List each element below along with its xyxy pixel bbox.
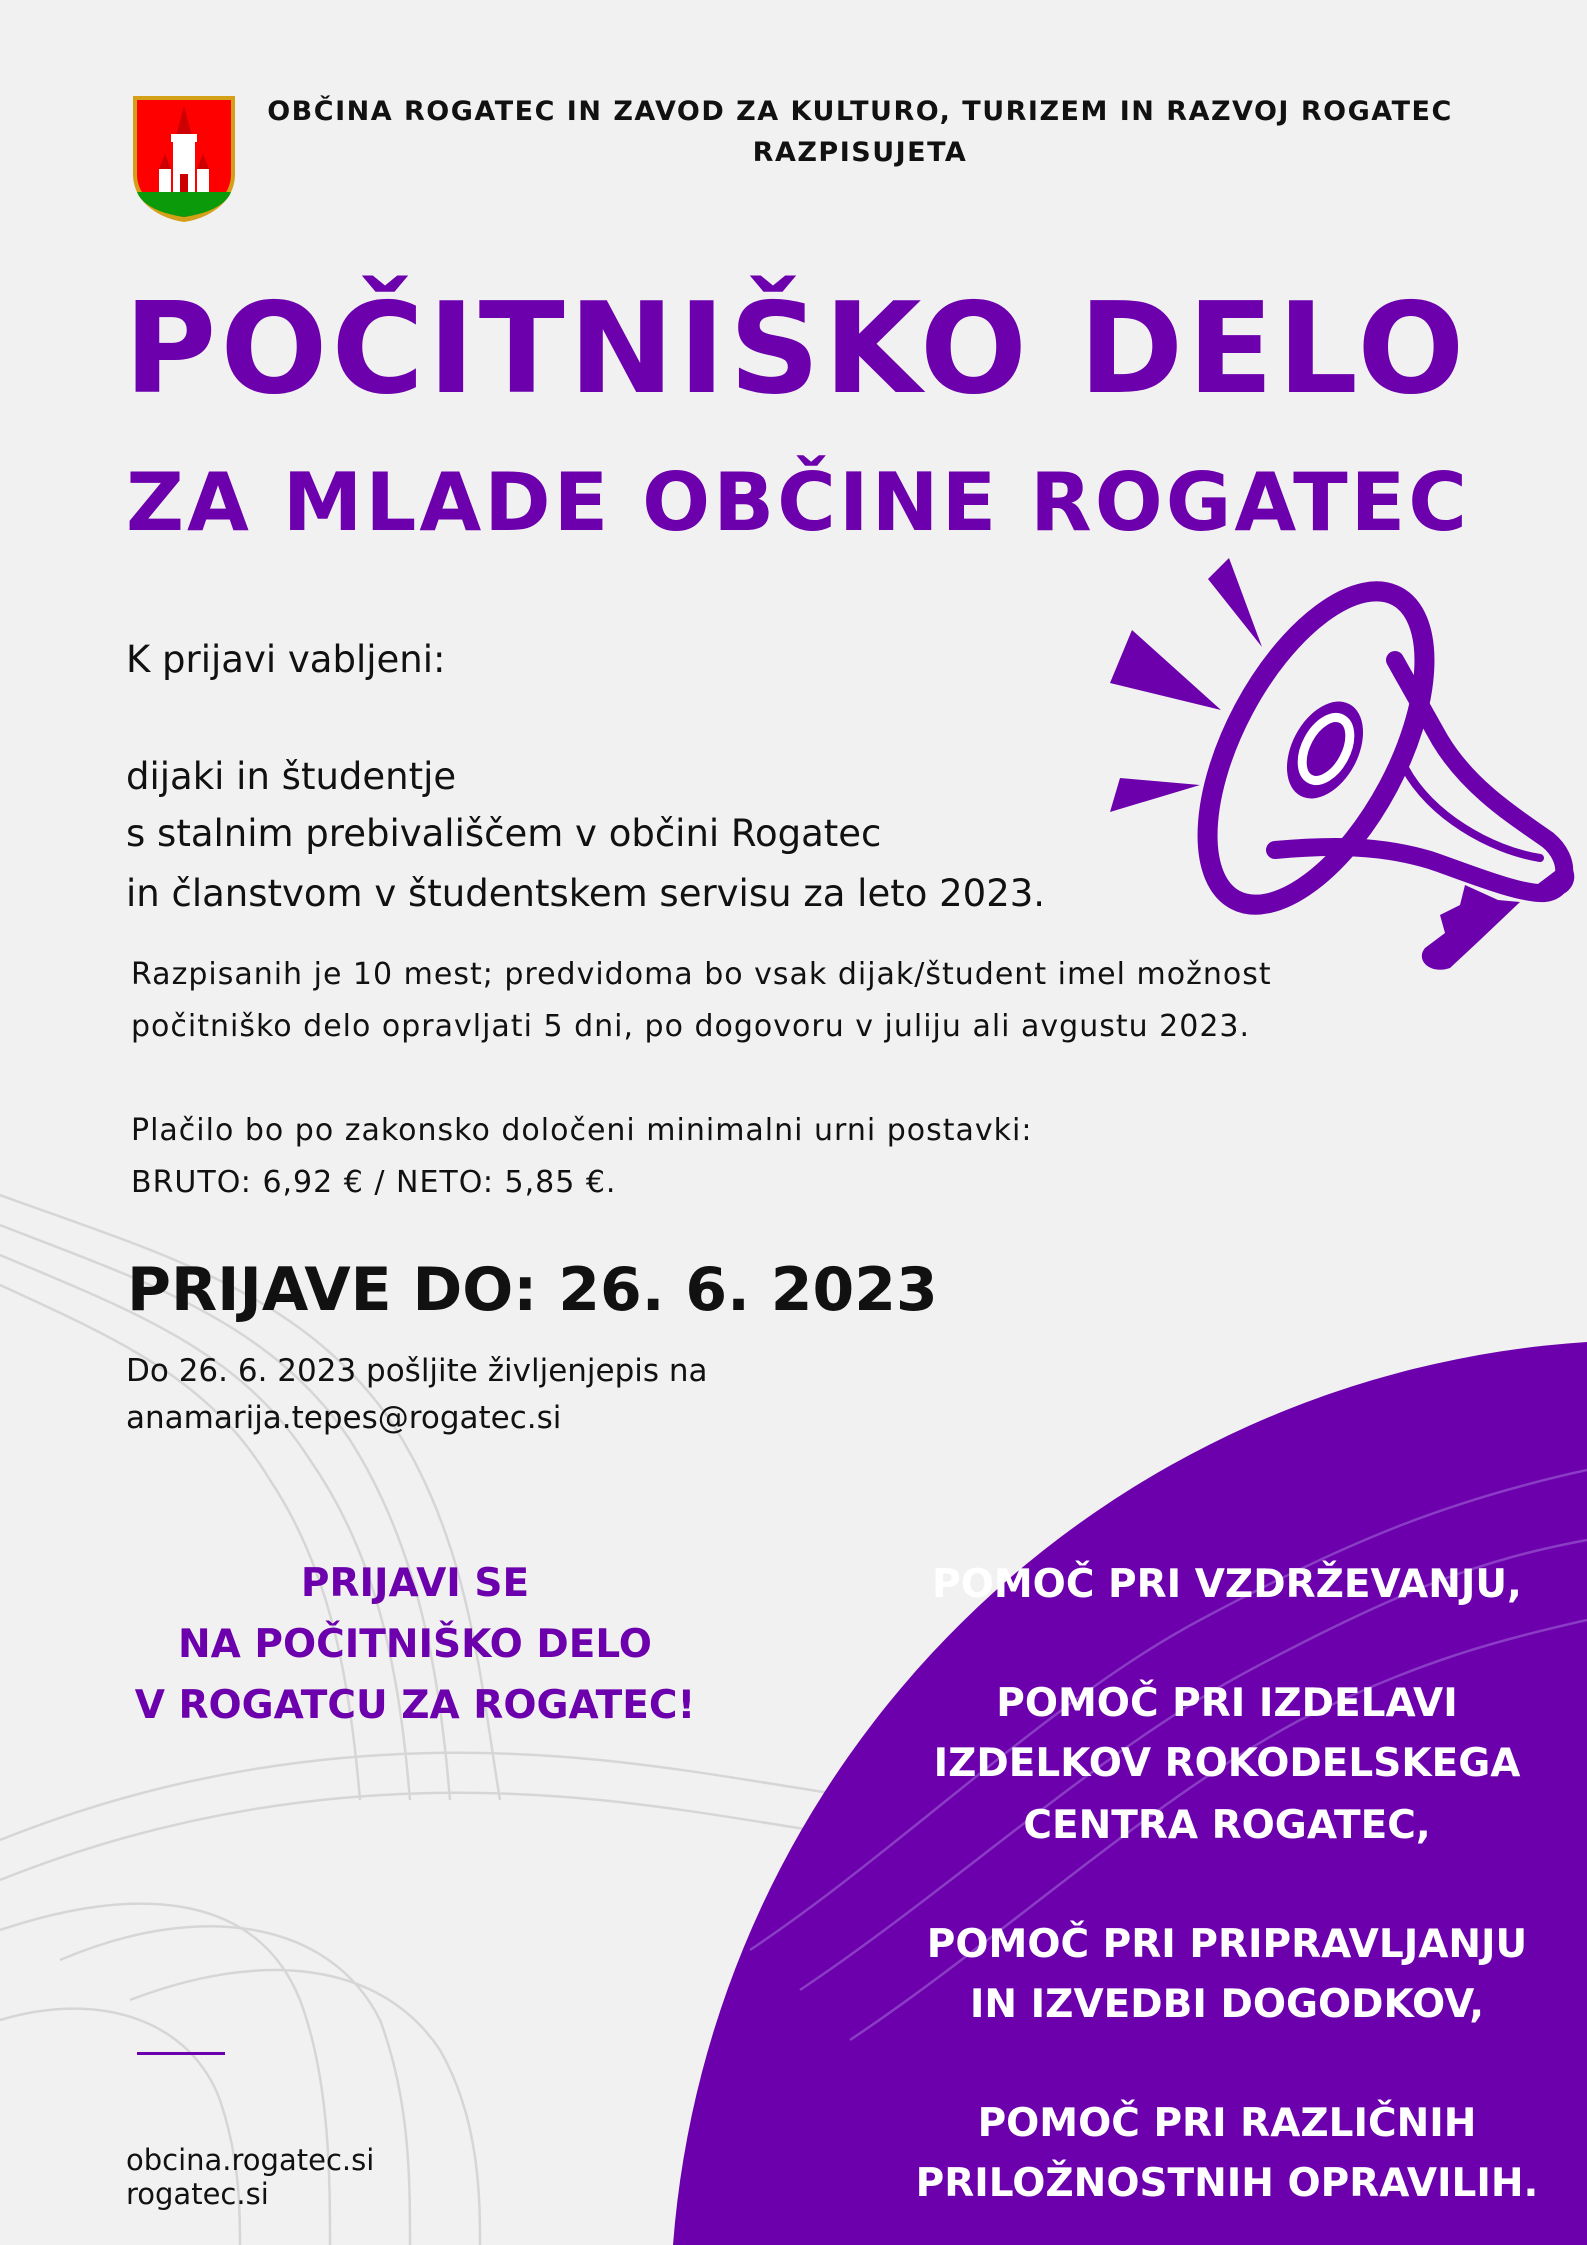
invite-line: in članstvom v študentskem servisu za leto 2023. <box>126 872 1046 915</box>
organizers-text: OBČINA ROGATEC IN ZAVOD ZA KULTURO, TURIZEM IN RAZVOJ ROGATEC <box>267 96 1453 127</box>
sound-ray <box>1110 778 1200 812</box>
pay-line: Plačilo bo po zakonsko določeni minimalni urni postavki: <box>131 1113 1033 1148</box>
cta-line: NA POČITNIŠKO DELO <box>178 1622 652 1667</box>
task-item: POMOČ PRI PRIPRAVLJANJU <box>926 1922 1528 1967</box>
invite-line: dijaki in študentje <box>126 755 457 798</box>
page-title: POČITNIŠKO DELO <box>124 275 1469 422</box>
invite-line: s stalnim prebivališčem v občini Rogatec <box>126 812 882 855</box>
footer-link[interactable]: obcina.rogatec.si <box>126 2143 375 2177</box>
task-item: CENTRA ROGATEC, <box>1023 1803 1431 1848</box>
coat-of-arms-logo <box>131 94 237 224</box>
deadline-title: PRIJAVE DO: 26. 6. 2023 <box>127 1255 938 1325</box>
task-item: POMOČ PRI IZDELAVI <box>996 1681 1458 1726</box>
details-line: Razpisanih je 10 mest; predvidoma bo vsak dijak/študent imel možnost <box>131 957 1272 992</box>
sound-ray <box>1208 558 1262 647</box>
megaphone-icon <box>1100 550 1587 990</box>
task-item: IZDELKOV ROKODELSKEGA <box>933 1741 1521 1786</box>
details-line: počitniško delo opravljati 5 dni, po dogovoru v juliju ali avgustu 2023. <box>131 1009 1251 1044</box>
announce-verb: RAZPISUJETA <box>752 137 968 168</box>
task-item: IN IZVEDBI DOGODKOV, <box>969 1982 1485 2027</box>
deadline-instructions: Do 26. 6. 2023 pošljite življenjepis na <box>126 1353 708 1389</box>
sound-ray <box>1110 630 1221 710</box>
footer-divider <box>137 2052 225 2055</box>
footer-link[interactable]: rogatec.si <box>126 2177 269 2211</box>
contact-email[interactable]: anamarija.tepes@rogatec.si <box>126 1400 562 1436</box>
task-item: PRILOŽNOSTNIH OPRAVILIH. <box>915 2161 1539 2206</box>
invite-heading: K prijavi vabljeni: <box>126 638 446 681</box>
cta-line: V ROGATCU ZA ROGATEC! <box>134 1683 696 1728</box>
cta-line: PRIJAVI SE <box>300 1561 530 1606</box>
task-item: POMOČ PRI VZDRŽEVANJU, <box>932 1562 1522 1607</box>
pay-amounts: BRUTO: 6,92 € / NETO: 5,85 €. <box>131 1165 617 1200</box>
page-subtitle: ZA MLADE OBČINE ROGATEC <box>126 456 1470 549</box>
task-item: POMOČ PRI RAZLIČNIH <box>977 2101 1477 2146</box>
call-to-action <box>115 1553 715 1736</box>
